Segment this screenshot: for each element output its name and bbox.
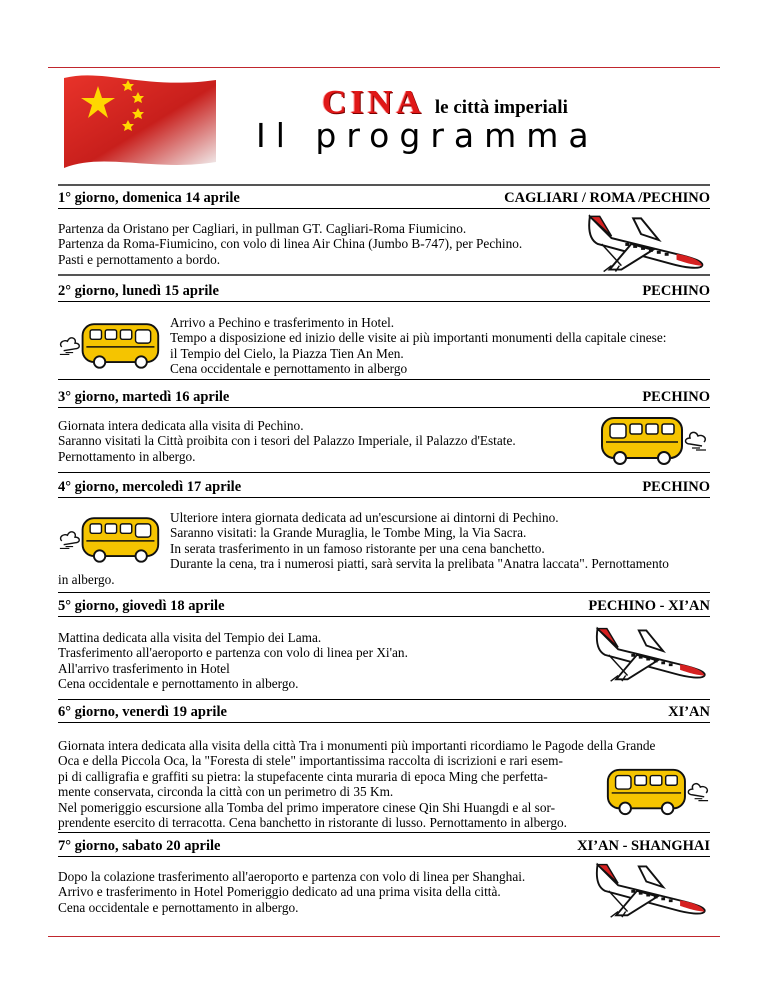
text-line: mente conservata, circonda la città con un perimetro di 35 Km. xyxy=(58,784,394,800)
top-red-line xyxy=(48,67,720,68)
text-line: Partenza da Oristano per Cagliari, in pullman GT. Cagliari-Roma Fiumicino. xyxy=(58,221,467,236)
day-description-5 xyxy=(58,630,408,692)
day-label: 7° giorno, sabato 20 aprile xyxy=(58,838,221,854)
text-line: Cena occidentale e pernottamento in albergo. xyxy=(58,676,299,692)
text-line: Dopo la colazione trasferimento all'aeroporto e partenza con volo di linea per Shanghai. xyxy=(58,869,526,884)
text-line: Giornata intera dedicata alla visita di Pechino. xyxy=(58,418,304,433)
day-description-2 xyxy=(170,315,666,377)
section-divider xyxy=(58,472,710,473)
day-label: 2° giorno, lunedì 15 aprile xyxy=(58,283,219,299)
text-line: Tempo a disposizione ed inizio delle visite ai più importanti monumenti della capitale cinese: xyxy=(170,330,667,346)
day-heading-1 xyxy=(58,190,710,209)
bus-icon xyxy=(598,412,708,468)
section-divider xyxy=(58,699,710,700)
day-heading-5 xyxy=(58,598,710,617)
text-line: Cena occidentale e pernottamento in albergo. xyxy=(58,899,299,915)
text-line: Cena occidentale e pernottamento in albergo xyxy=(170,361,408,377)
day-destination: CAGLIARI / ROMA /PECHINO xyxy=(504,190,710,206)
text-line: Giornata intera dedicata alla visita della città Tra i monumenti più importanti ricordiamo le Pagode della Grande xyxy=(58,738,656,753)
china-flag-icon xyxy=(64,72,216,170)
text-line: Saranno visitati: la Grande Muraglia, le Tombe Ming, la Via Sacra. xyxy=(170,525,527,541)
text-line: Mattina dedicata alla visita del Tempio dei Lama. xyxy=(58,630,322,645)
day-label: 4° giorno, mercoledì 17 aprile xyxy=(58,479,242,495)
text-line: Arrivo e trasferimento in Hotel Pomeriggio dedicato ad una prima visita della città. xyxy=(58,884,501,900)
day-heading-2 xyxy=(58,283,710,302)
day-destination: PECHINO xyxy=(642,479,710,495)
bus-icon xyxy=(58,512,162,566)
text-line: prendente esercito di terracotta. Cena banchetto in ristorante di lusso. Pernottamento in albergo. xyxy=(58,815,567,831)
day-destination: XI’AN xyxy=(668,704,710,720)
airplane-icon xyxy=(590,858,712,920)
day-description-7 xyxy=(58,869,525,915)
day-label: 3° giorno, martedì 16 aprile xyxy=(58,389,230,405)
day-description-4-wrap xyxy=(58,572,115,587)
text-line: Trasferimento all'aeroporto e partenza con volo di linea per Xi'an. xyxy=(58,645,408,661)
airplane-icon xyxy=(582,210,710,274)
section-divider xyxy=(58,832,710,833)
day-description-4 xyxy=(170,510,669,572)
day-label: 6° giorno, venerdì 19 aprile xyxy=(58,704,227,720)
day-heading-6 xyxy=(58,704,710,723)
day-destination: XI’AN - SHANGHAI xyxy=(577,838,710,854)
day-heading-7 xyxy=(58,838,710,857)
text-line: Durante la cena, tra i numerosi piatti, sarà servita la prelibata "Anatra laccata". Pernottamento xyxy=(170,556,669,572)
bus-icon xyxy=(604,764,710,818)
section-divider xyxy=(58,274,710,276)
text-line: All'arrivo trasferimento in Hotel xyxy=(58,660,230,676)
airplane-icon xyxy=(590,622,712,684)
text-line: il Tempio del Cielo, la Piazza Tien An Men. xyxy=(170,345,404,361)
text-line: Pasti e pernottamento a bordo. xyxy=(58,251,221,267)
text-line: Oca e della Piccola Oca, la "Foresta di stele" importantissima raccolta di iscrizioni e rari esem- xyxy=(58,753,563,769)
day-destination: PECHINO - XI’AN xyxy=(588,598,710,614)
section-divider xyxy=(58,379,710,380)
day-description-6 xyxy=(58,738,655,830)
program-title: Il programma xyxy=(256,116,599,155)
day-label: 5° giorno, giovedì 18 aprile xyxy=(58,598,225,614)
bus-icon xyxy=(58,318,162,372)
title-subtitle: le città imperiali xyxy=(434,97,568,118)
header-divider xyxy=(58,184,710,186)
day-label: 1° giorno, domenica 14 aprile xyxy=(58,190,240,206)
day-heading-4 xyxy=(58,479,710,498)
text-line: Nel pomeriggio escursione alla Tomba del primo imperatore cinese Qin Shi Huangdi e al sor- xyxy=(58,799,556,815)
text-line: Saranno visitati la Città proibita con i tesori del Palazzo Imperiale, il Palazzo d'Estate. xyxy=(58,433,516,449)
day-destination: PECHINO xyxy=(642,389,710,405)
day-description-1 xyxy=(58,221,522,267)
text-line: in albergo. xyxy=(58,572,115,587)
day-destination: PECHINO xyxy=(642,283,710,299)
text-line: In serata trasferimento in un famoso ristorante per una cena banchetto. xyxy=(170,540,545,556)
text-line: Partenza da Roma-Fiumicino, con volo di linea Air China (Jumbo B-747), per Pechino. xyxy=(58,236,523,252)
day-heading-3 xyxy=(58,389,710,408)
text-line: pi di calligrafia e graffiti su pietra: la stupefacente cinta muraria di epoca Ming che perfetta- xyxy=(58,768,548,784)
bottom-red-line xyxy=(48,936,720,937)
text-line: Arrivo a Pechino e trasferimento in Hotel. xyxy=(170,315,395,330)
text-line: Ulteriore intera giornata dedicata ad un'escursione ai dintorni di Pechino. xyxy=(170,510,559,525)
day-description-3 xyxy=(58,418,516,464)
section-divider xyxy=(58,592,710,593)
text-line: Pernottamento in albergo. xyxy=(58,448,196,464)
title-cina: CINA xyxy=(322,84,425,121)
